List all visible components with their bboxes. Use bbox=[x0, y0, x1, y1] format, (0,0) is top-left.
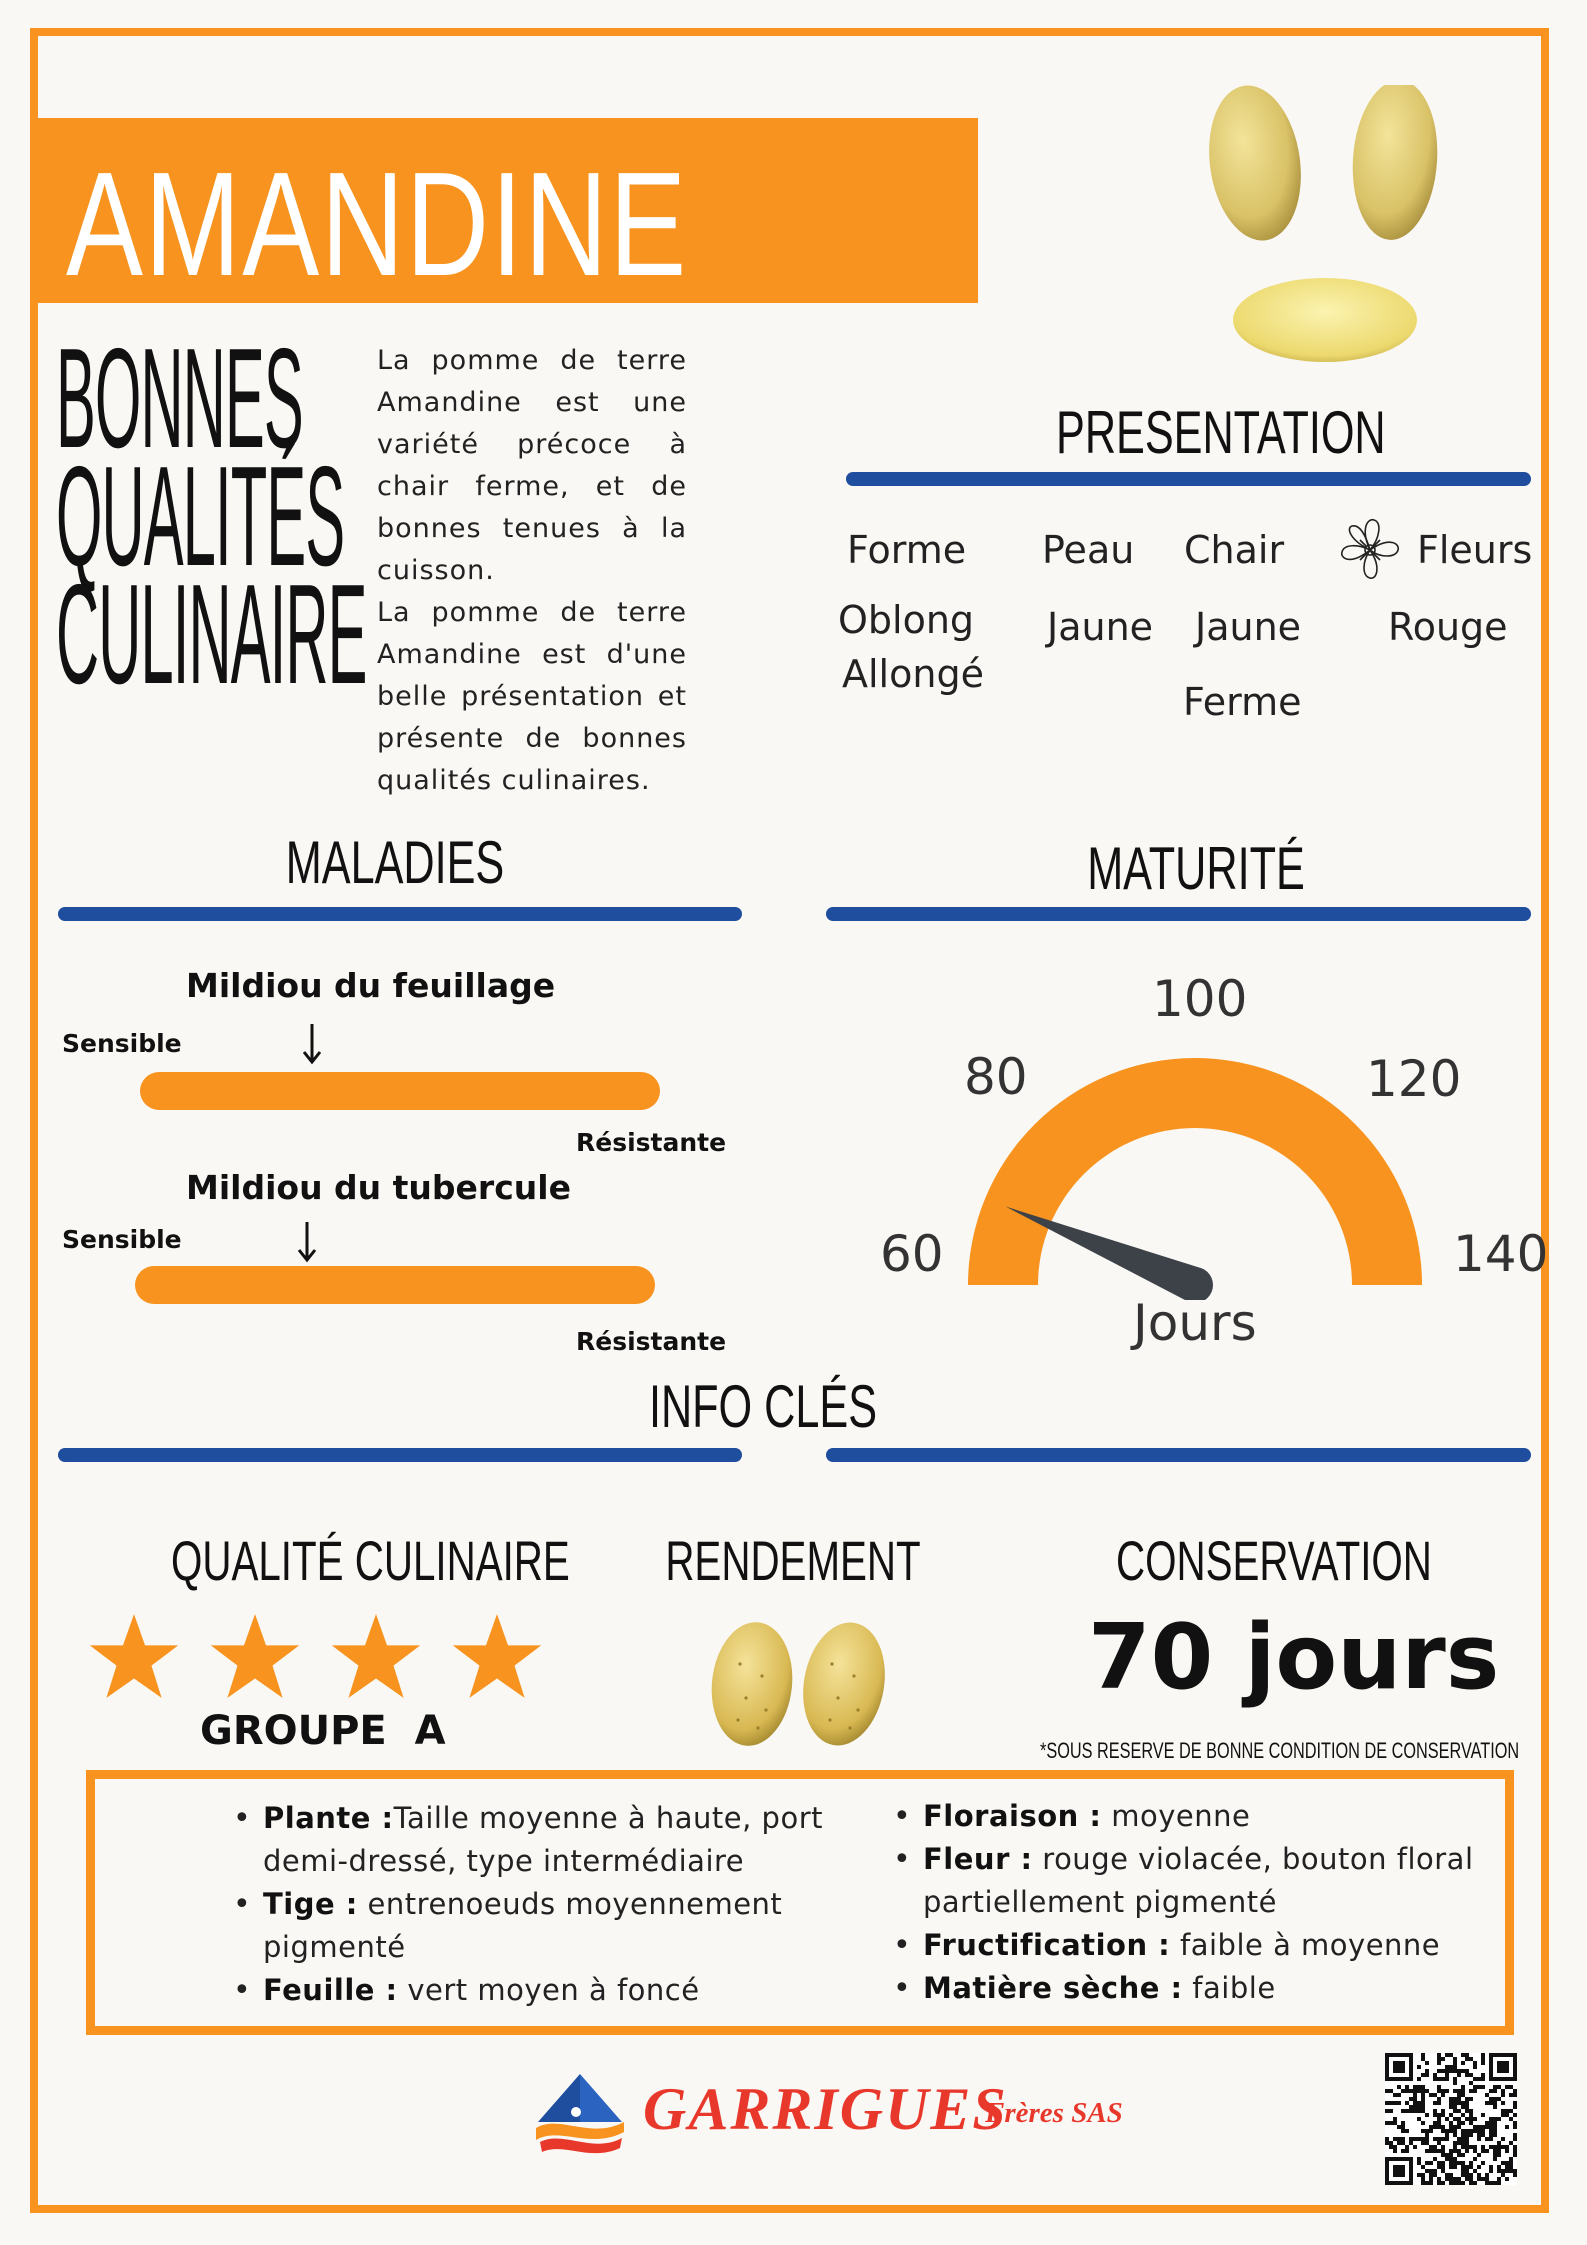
gauge-tick-120: 120 bbox=[1366, 1050, 1462, 1108]
brand-logo-icon bbox=[530, 2070, 630, 2160]
detail-plante-key: Plante : bbox=[263, 1801, 394, 1835]
detail-matiere-seche-key: Matière sèche : bbox=[923, 1971, 1183, 2005]
disease-sensible-label-2: Sensible bbox=[62, 1225, 182, 1254]
maturite-bar bbox=[826, 907, 1531, 921]
potato-icon bbox=[710, 1620, 798, 1750]
detail-tige bbox=[263, 1883, 863, 1969]
pres-forme-value-1: Oblong bbox=[838, 598, 975, 642]
gauge-tick-80: 80 bbox=[964, 1048, 1028, 1106]
detail-plante bbox=[263, 1797, 863, 1883]
presentation-bar bbox=[846, 472, 1531, 486]
detail-tige-key: Tige : bbox=[263, 1887, 358, 1921]
gauge-tick-100: 100 bbox=[1152, 970, 1248, 1028]
side-title-line-1: BONNES bbox=[56, 319, 303, 478]
side-title-line-2: QUALITÉS bbox=[56, 437, 345, 596]
potato-icon bbox=[794, 1620, 890, 1750]
brand-name: GARRIGUES bbox=[643, 2076, 1008, 2142]
detail-fructification bbox=[923, 1924, 1513, 1967]
disease-bar-tubercule bbox=[135, 1266, 655, 1304]
pres-peau-value: Jaune bbox=[1047, 605, 1154, 649]
qualite-title: QUALITÉ CULINAIRE bbox=[171, 1529, 570, 1592]
qr-code[interactable] bbox=[1385, 2053, 1517, 2185]
disease-name-feuillage: Mildiou du feuillage bbox=[186, 966, 556, 1005]
detail-feuille-key: Feuille : bbox=[263, 1973, 398, 2007]
disease-marker-arrow-1 bbox=[297, 1022, 327, 1072]
pres-label-chair: Chair bbox=[1184, 528, 1285, 572]
conservation-value: 70 jours bbox=[1088, 1605, 1500, 1710]
pres-label-forme: Forme bbox=[847, 528, 967, 572]
star-icon bbox=[330, 1612, 422, 1700]
gauge-arc bbox=[968, 1058, 1422, 1285]
detail-fleur-key: Fleur : bbox=[923, 1842, 1033, 1876]
info-cles-title: INFO CLÉS bbox=[648, 1373, 878, 1440]
pres-label-fleurs: Fleurs bbox=[1417, 528, 1533, 572]
detail-floraison bbox=[923, 1795, 1513, 1838]
disease-resistante-label-2: Résistante bbox=[576, 1327, 727, 1356]
detail-fleur bbox=[923, 1838, 1513, 1924]
side-title-line-3: CULINAIRE bbox=[56, 555, 367, 714]
pres-chair-value-1: Jaune bbox=[1195, 605, 1302, 649]
disease-name-tubercule: Mildiou du tubercule bbox=[186, 1168, 571, 1207]
flower-icon bbox=[1330, 510, 1410, 590]
presentation-title: PRESENTATION bbox=[1056, 399, 1386, 466]
info-bar-left bbox=[58, 1448, 742, 1462]
detail-floraison-text: moyenne bbox=[1101, 1799, 1251, 1833]
pres-chair-value-2: Ferme bbox=[1183, 680, 1302, 724]
potato-photo bbox=[1195, 85, 1455, 370]
detail-matiere-seche bbox=[923, 1967, 1513, 2010]
intro-paragraph-2: La pomme de terre Amandine est d'une belle présentation et présente de bonnes qualités culinaires. bbox=[377, 597, 687, 796]
pres-fleurs-value: Rouge bbox=[1388, 605, 1508, 649]
page-title: AMANDINE bbox=[66, 142, 688, 307]
intro-text bbox=[377, 340, 687, 802]
disease-sensible-label-1: Sensible bbox=[62, 1029, 182, 1058]
gauge-unit: Jours bbox=[1133, 1294, 1257, 1352]
disease-marker-arrow-2 bbox=[292, 1220, 322, 1270]
detail-feuille-text: vert moyen à foncé bbox=[397, 1973, 700, 2007]
detail-tige-text: entrenoeuds moyennement pigmenté bbox=[263, 1887, 783, 1964]
rendement-title: RENDEMENT bbox=[665, 1529, 921, 1592]
conservation-note: *SOUS RESERVE DE BONNE CONDITION DE CONSERVATION bbox=[1040, 1738, 1520, 1763]
maladies-bar bbox=[58, 907, 742, 921]
star-icon bbox=[451, 1612, 543, 1700]
star-icon bbox=[88, 1612, 180, 1700]
yield-potato-icon bbox=[710, 1620, 890, 1750]
pres-forme-value-2: Allongé bbox=[842, 652, 984, 696]
details-list-right bbox=[889, 1795, 1513, 2010]
detail-floraison-key: Floraison : bbox=[923, 1799, 1102, 1833]
detail-plante-text: Taille moyenne à haute, port demi-dressé, type intermédiaire bbox=[263, 1801, 823, 1878]
details-list-left bbox=[229, 1797, 863, 2012]
maladies-title: MALADIES bbox=[285, 829, 505, 896]
maturite-title: MATURITÉ bbox=[1087, 835, 1305, 902]
disease-resistante-label-1: Résistante bbox=[576, 1128, 727, 1157]
detail-fructification-key: Fructification : bbox=[923, 1928, 1171, 1962]
gauge-tick-140: 140 bbox=[1453, 1225, 1549, 1283]
details-box bbox=[86, 1770, 1514, 2035]
quality-stars bbox=[88, 1612, 538, 1702]
pres-label-peau: Peau bbox=[1042, 528, 1135, 572]
detail-matiere-seche-text: faible bbox=[1182, 1971, 1276, 2005]
detail-fructification-text: faible à moyenne bbox=[1170, 1928, 1441, 1962]
gauge-tick-60: 60 bbox=[880, 1225, 944, 1283]
detail-feuille bbox=[263, 1969, 863, 2012]
brand-suffix: Frères SAS bbox=[985, 2097, 1123, 2129]
detail-fleur-text: rouge violacée, bouton floral partiellement pigmenté bbox=[923, 1842, 1474, 1919]
info-bar-right bbox=[826, 1448, 1531, 1462]
quality-group: GROUPE A bbox=[200, 1708, 446, 1754]
star-icon bbox=[209, 1612, 301, 1700]
conservation-title: CONSERVATION bbox=[1116, 1529, 1432, 1592]
disease-bar-feuillage bbox=[140, 1072, 660, 1110]
intro-paragraph-1: La pomme de terre Amandine est une variété précoce à chair ferme, et de bonnes tenues à la cuisson. bbox=[377, 345, 687, 586]
